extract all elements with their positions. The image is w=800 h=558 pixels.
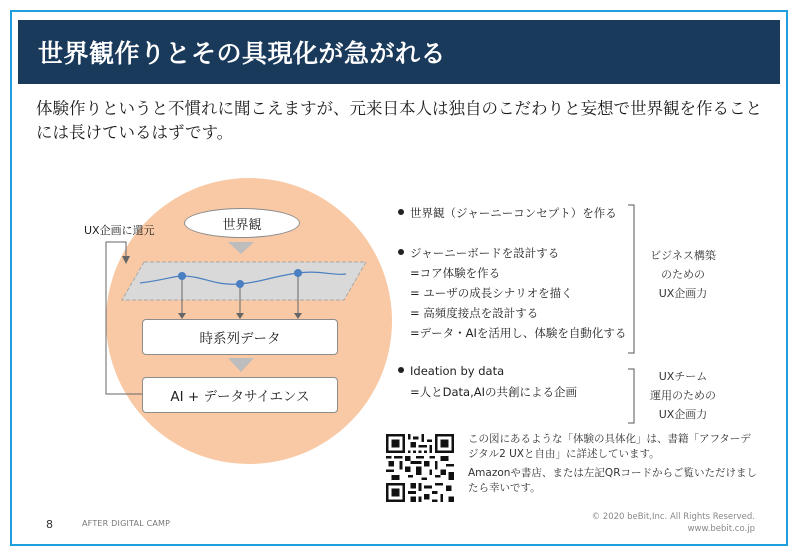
data-point [294, 269, 302, 277]
down-arrow-icon [228, 358, 254, 372]
bullet-subitem: =人とData,AIの共創による企画 [410, 385, 578, 399]
bullet-subitem: = 高頻度接点を設計する [410, 306, 539, 320]
qr-code-icon[interactable] [386, 434, 454, 502]
group1-line: のための [661, 268, 705, 281]
worldview-oval: 世界観 [184, 208, 300, 238]
concept-diagram [84, 170, 424, 470]
group1-label [638, 246, 728, 303]
slide-title: 世界観作りとその具現化が急がれる [38, 39, 447, 68]
ai-datascience-box: AI + データサイエンス [142, 377, 338, 413]
bullet-icon [398, 367, 404, 373]
bullet-item [398, 245, 559, 261]
group2-line: 運用のための [650, 389, 716, 402]
group2-label [638, 367, 728, 424]
page-number: 8 [46, 518, 53, 531]
bullet-icon [398, 209, 404, 215]
bullet-item [398, 364, 504, 378]
website-link[interactable]: www.bebit.co.jp [687, 524, 755, 534]
book-note [468, 432, 758, 500]
book-note-text: この図にあるような「体験の具体化」は、書籍「アフターデジタル2 UXと自由」に詳述しています。 [468, 433, 751, 460]
bullet-subitem: =コア体験を作る [410, 266, 501, 280]
return-label: UX企画に還元 [84, 224, 155, 237]
bullet-subitem: =データ・AIを活用し、体験を自動化する [410, 326, 627, 340]
slide-subtitle: 体験作りというと不慣れに聞こえますが、元来日本人は独自のこだわりと妄想で世界観を作ることには長けているはずです。 [36, 99, 762, 142]
footer-brand: AFTER DIGITAL CAMP [82, 519, 171, 528]
title-bar [18, 20, 780, 84]
copyright [592, 511, 755, 535]
book-note-text: Amazonや書店、または左記QRコードからご覧いただけましたら幸いです。 [468, 467, 757, 494]
group1-line: UX企画力 [658, 287, 708, 300]
data-point [178, 272, 186, 280]
group1-line: ビジネス構築 [650, 249, 716, 262]
bullet-text: Ideation by data [410, 364, 505, 378]
bullet-text: 世界観（ジャーニーコンセプト）を作る [410, 206, 617, 220]
bullet-subitem: = ユーザの成長シナリオを描く [410, 286, 573, 300]
bullet-icon [398, 249, 404, 255]
time-series-box: 時系列データ [142, 319, 338, 355]
timeline-plane [122, 262, 366, 300]
bullet-item [398, 205, 617, 221]
down-arrow-icon [228, 242, 254, 254]
data-point [236, 280, 244, 288]
group2-line: UXチーム [658, 370, 708, 383]
copyright-text: © 2020 beBit,Inc. All Rights Reserved. [591, 512, 755, 522]
group2-line: UX企画力 [658, 408, 708, 421]
bullet-text: ジャーニーボードを設計する [410, 246, 560, 260]
